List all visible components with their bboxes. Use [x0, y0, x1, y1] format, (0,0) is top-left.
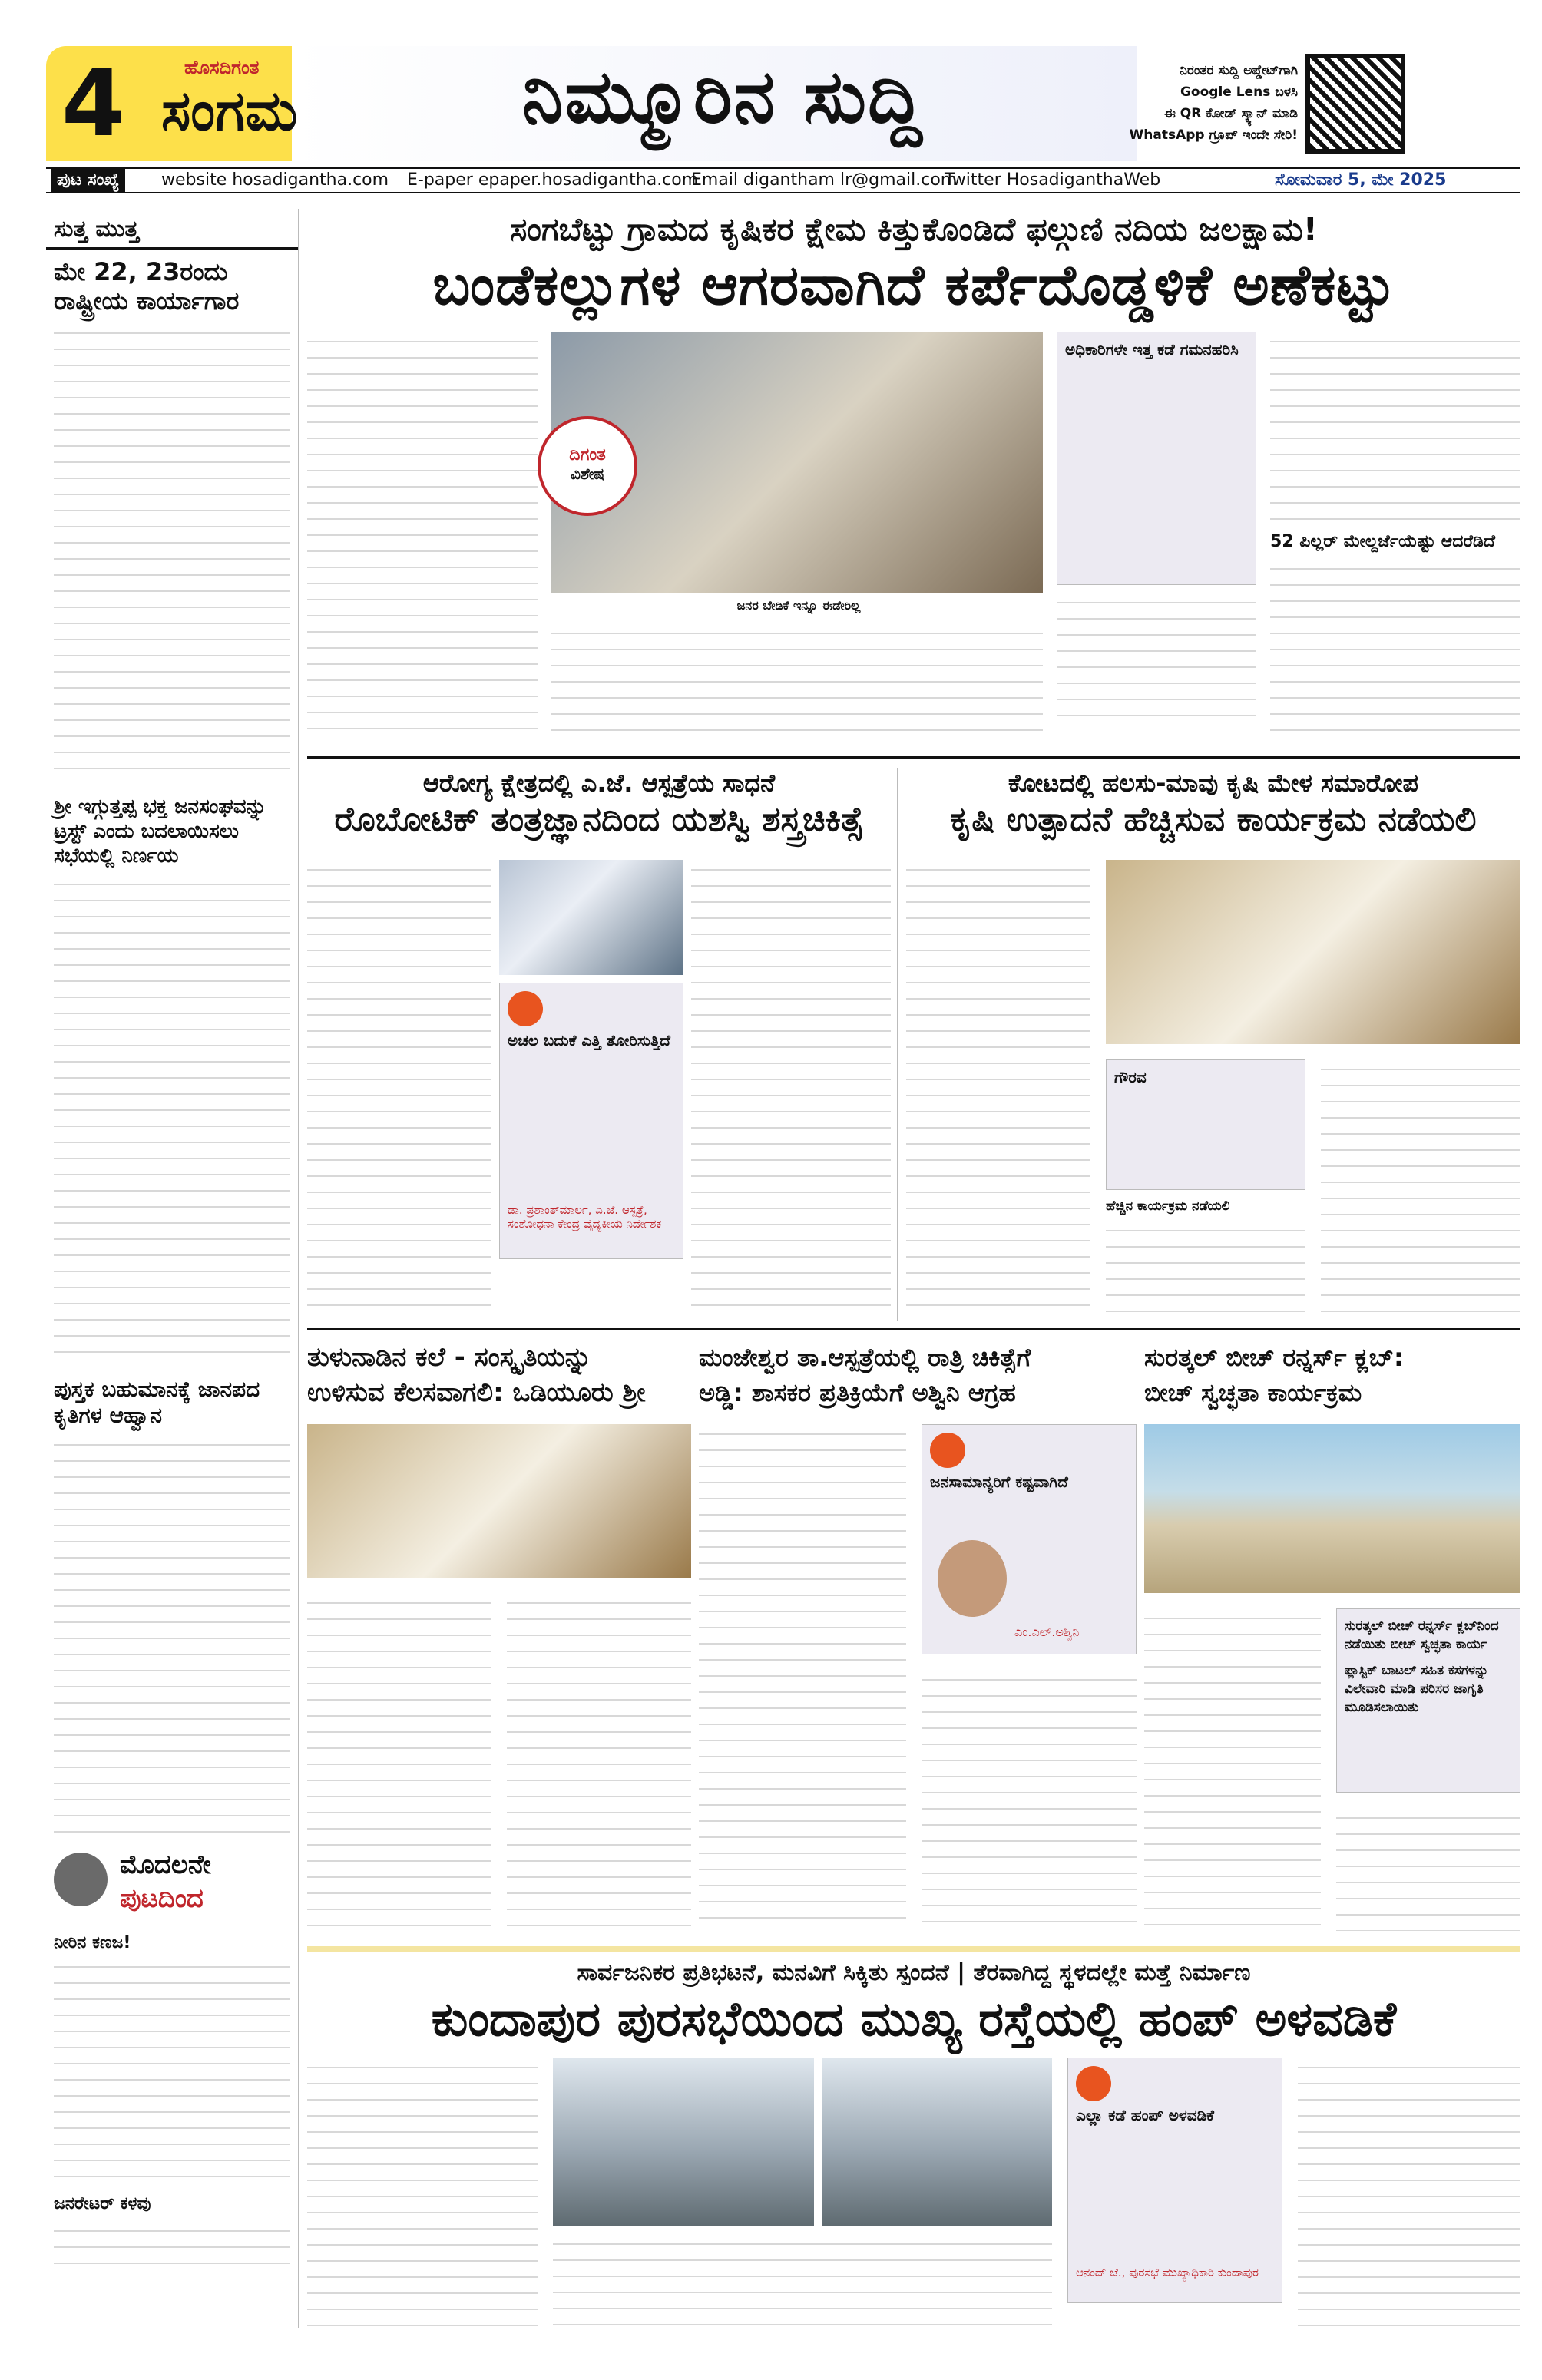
first-page-label-1: ಮೊದಲನೇ	[120, 1849, 211, 1880]
story-tulunadu-h1: ತುಳುನಾಡಿನ ಕಲೆ - ಸಂಸ್ಕೃತಿಯನ್ನು	[307, 1342, 592, 1373]
top-story-headline: ಬಂಡೆಕಲ್ಲುಗಳ ಆಗರವಾಗಿದೆ ಕರ್ಪೆದೊಡ್ಡಳಿಕೆ ಅಣೆಕಟ್ಟು	[432, 253, 1395, 317]
left-headline-3: ಪುಸ್ತಕ ಬಹುಮಾನಕ್ಕೆ ಜಾನಪದ ಕೃತಿಗಳ ಆಹ್ವಾನ	[54, 1377, 260, 1428]
story-beach-h1: ಸುರತ್ಕಲ್ ಬೀಚ್ ರನ್ನರ್ಸ್ ಕ್ಲಬ್:	[1144, 1343, 1404, 1372]
left-headline-2: ಶ್ರೀ ಇಗ್ಗುತ್ತಪ್ಪ ಭಕ್ತ ಜನಸಂಘವನ್ನು ಟ್ರಸ್ಟ್ ಎಂದು ಬದಲಾಯಿಸಲು ಸಭೆಯಲ್ಲಿ ನಿರ್ಣಯ	[54, 795, 266, 868]
qr-line-2: Google Lens ಬಳಸಿ	[1180, 84, 1298, 100]
story-manjeshwar	[699, 1340, 1137, 1939]
quote-icon-3	[1076, 2066, 1111, 2101]
digantha-special-badge	[538, 416, 637, 516]
story-kundapura-col-1	[307, 2058, 538, 2334]
story-tulunadu-col-1	[307, 1593, 491, 1931]
section-title: ನಿಮ್ಮೂರಿನ ಸುದ್ದಿ	[522, 54, 924, 140]
top-story-col-1	[307, 332, 538, 731]
top-story-col-3	[1057, 593, 1256, 731]
story-beach-col-2	[1336, 1808, 1520, 1931]
story-robotic-headline: ರೊಬೋಟಿಕ್ ತಂತ್ರಜ್ಞಾನದಿಂದ ಯಶಸ್ವಿ ಶಸ್ತ್ರಚಿಕಿತ್ಸೆ	[334, 800, 864, 839]
left-headline-4: ನೀರಿನ ಕಣಜ!	[54, 1933, 131, 1952]
quote-author: ಡಾ. ಪ್ರಶಾಂತ್‌ಮಾರ್ಲ, ಎ.ಜೆ. ಆಸ್ಪತ್ರೆ, ಸಂಶೋಧನಾ ಕೇಂದ್ರ ವೈದ್ಯಕೀಯ ನಿರ್ದೇಶಕ	[508, 1203, 662, 1231]
website-link[interactable]: website hosadigantha.com	[161, 170, 389, 190]
brand-name: ಸಂಗಮ	[161, 78, 298, 143]
story-kundapura	[307, 1958, 1520, 2334]
brand-top: ಹೊಸದಿಗಂತ	[184, 57, 260, 78]
honour-box-title: ಗೌರವ	[1114, 1068, 1147, 1086]
story-tulunadu-h2: ಉಳಿಸುವ ಕೆಲಸವಾಗಲಿ: ಒಡಿಯೂರು ಶ್ರೀ	[307, 1377, 646, 1408]
quote-box	[499, 983, 683, 1259]
officials-box-title: ಅಧಿಕಾರಿಗಳೇ ಇತ್ತ ಕಡೆ ಗಮನಹರಿಸಿ	[1065, 340, 1239, 359]
pen-icon	[54, 1853, 108, 1906]
top-story	[307, 209, 1520, 746]
info-bar	[46, 167, 1520, 193]
story-robotic	[307, 768, 891, 1321]
story-beach	[1144, 1340, 1520, 1939]
hump-box-title: ಎಲ್ಲಾ ಕಡೆ ಹಂಪ್ ಅಳವಡಿಕೆ	[1076, 2106, 1214, 2124]
story-krishi-col-3	[1321, 1059, 1520, 1321]
beach-photo	[1144, 1424, 1520, 1593]
road-photo-2	[822, 2058, 1052, 2226]
qr-code-icon[interactable]	[1305, 54, 1405, 154]
story-kundapura-kicker: ಸಾರ್ವಜನಿಕರ ಪ್ರತಿಭಟನೆ, ಮನವಿಗೆ ಸಿಕ್ಕಿತು ಸ್ಪಂದನೆ | ತೆರವಾಗಿದ್ದ ಸ್ಥಳದಲ್ಲೇ ಮತ್ತೆ ನಿರ್ಮಾಣ	[577, 1959, 1251, 1986]
story-krishi-col-1	[906, 860, 1090, 1321]
tulunadu-photo	[307, 1424, 691, 1578]
divider-2	[307, 1328, 1520, 1330]
ashwini-box	[922, 1424, 1137, 1654]
hump-box	[1067, 2058, 1282, 2303]
story-manjeshwar-col-1	[699, 1424, 906, 1931]
top-story-col-2	[551, 623, 1043, 731]
divider-1	[307, 756, 1520, 759]
dam-photo-caption: ಜನರ ಬೇಡಿಕೆ ಇನ್ನೂ ಈಡೇರಿಲ್ಲ	[736, 598, 861, 613]
story-kundapura-col-3	[1298, 2058, 1520, 2334]
story-robotic-col-1	[307, 860, 491, 1321]
quote-icon	[508, 991, 543, 1026]
badge-line-2: ವಿಶೇಷ	[570, 464, 605, 483]
quote-title: ಅಚಲ ಬದುಕೆ ಎತ್ತಿ ತೋರಿಸುತ್ತಿದೆ	[508, 1031, 670, 1050]
top-story-subhead: 52 ಪಿಲ್ಲರ್‌ ಮೇಲ್ದರ್ಜೆಯೆಷ್ಟು ಆದರೆಡಿದೆ	[1270, 532, 1495, 551]
hump-box-author: ಆನಂದ್ ಜೆ., ಪುರಸಭೆ ಮುಖ್ಯಾಧಿಕಾರಿ ಕುಂದಾಪುರ	[1076, 2266, 1259, 2279]
story-tulunadu	[307, 1340, 691, 1939]
divider-v1	[897, 768, 898, 1321]
page-number: 4	[61, 51, 126, 157]
top-story-kicker: ಸಂಗಬೆಟ್ಟು ಗ್ರಾಮದ ಕೃಷಿಕರ ಕ್ಷೇಮ ಕಿತ್ತುಕೊಂಡಿದೆ ಫಲ್ಗುಣಿ ನದಿಯ ಜಲಕ್ಷಾಮ!	[510, 210, 1318, 248]
issue-date: ಸೋಮವಾರ 5, ಮೇ 2025	[1275, 170, 1447, 190]
story-kundapura-headline: ಕುಂದಾಪುರ ಪುರಸಭೆಯಿಂದ ಮುಖ್ಯ ರಸ್ತೆಯಲ್ಲಿ ಹಂಪ್ ಅಳವಡಿಕೆ	[431, 1991, 1397, 2047]
qr-line-1: ನಿರಂತರ ಸುದ್ದಿ ಅಪ್ಡೇಟ್‌ಗಾಗಿ	[1180, 63, 1298, 78]
story-krishi-subhead: ಹೆಚ್ಚಿನ ಕಾರ್ಯಕ್ರಮ ನಡೆಯಲಿ	[1106, 1198, 1230, 1214]
badge-line-1: ದಿಗಂತ	[569, 445, 606, 464]
story-robotic-kicker: ಆರೋಗ್ಯ ಕ್ಷೇತ್ರದಲ್ಲಿ ಎ.ಜೆ. ಆಸ್ಪತ್ರೆಯ ಸಾಧನೆ	[422, 769, 776, 798]
left-article-2-text	[54, 874, 290, 1366]
story-krishi-headline: ಕೃಷಿ ಉತ್ಪಾದನೆ ಹೆಚ್ಚಿಸುವ ಕಾರ್ಯಕ್ರಮ ನಡೆಯಲಿ	[950, 800, 1477, 839]
story-beach-col-1	[1144, 1608, 1321, 1931]
top-story-col-4b	[1270, 559, 1520, 731]
story-krishi-kicker: ಕೋಟದಲ್ಲಿ ಹಲಸು-ಮಾವು ಕೃಷಿ ಮೇಳ ಸಮಾರೋಪ	[1008, 769, 1419, 798]
left-section-title: ಸುತ್ತ ಮುತ್ತ	[46, 209, 298, 250]
beach-bullet-1: ಸುರತ್ಕಲ್ ಬೀಚ್ ರನ್ನರ್ಸ್ ಕ್ಲಬ್‌ನಿಂದ ನಡೆಯಿತು ಬೀಚ್ ಸ್ವಚ್ಛತಾ ಕಾರ್ಯ	[1345, 1618, 1499, 1652]
krishi-photo	[1106, 860, 1520, 1044]
story-manjeshwar-h2: ಅಡ್ಡಿ: ಶಾಸಕರ ಪ್ರತಿಕ್ರಿಯೆಗೆ ಅಶ್ವಿನಿ ಆಗ್ರಹ	[699, 1378, 1016, 1407]
ashwini-box-title: ಜನಸಾಮಾನ್ಯರಿಗೆ ಕಷ್ಟವಾಗಿದೆ	[930, 1473, 1068, 1491]
hospital-photo	[499, 860, 683, 975]
left-headline-5: ಜನರೇಟರ್ ಕಳವು	[54, 2194, 151, 2213]
officials-box	[1057, 332, 1256, 585]
story-manjeshwar-h1: ಮಂಜೇಶ್ವರ ತಾ.ಆಸ್ಪತ್ರೆಯಲ್ಲಿ ರಾತ್ರಿ ಚಿಕಿತ್ಸೆಗೆ	[699, 1343, 1031, 1372]
first-page-box	[54, 1845, 290, 1922]
story-manjeshwar-col-2	[922, 1670, 1137, 1931]
ashwini-name: ಎಂ.ಎಲ್.ಅಶ್ವಿನಿ	[1014, 1625, 1080, 1639]
left-column	[46, 209, 299, 2328]
bottom-band	[307, 1946, 1520, 1952]
qr-line-4: WhatsApp ಗ್ರೂಪ್ ಇಂದೇ ಸೇರಿ!	[1129, 127, 1298, 143]
story-beach-h2: ಬೀಚ್ ಸ್ವಚ್ಛತಾ ಕಾರ್ಯಕ್ರಮ	[1144, 1378, 1362, 1407]
quote-icon-2	[930, 1433, 965, 1468]
beach-bullet-2: ಪ್ಲಾಸ್ಟಿಕ್ ಬಾಟಲ್ ಸಹಿತ ಕಸಗಳನ್ನು ವಿಲೇವಾರಿ ಮಾಡಿ ಪರಿಸರ ಜಾಗೃತಿ ಮೂಡಿಸಲಾಯಿತು	[1345, 1663, 1489, 1715]
story-kundapura-col-2	[553, 2234, 1052, 2334]
pages-label: ಪುಟ ಸಂಖ್ಯೆ	[51, 169, 125, 192]
twitter-link[interactable]: Twitter HosadiganthaWeb	[945, 170, 1161, 190]
story-krishi-col-2	[1106, 1221, 1305, 1321]
honour-box	[1106, 1059, 1305, 1190]
first-page-label-2: ಪುಟದಿಂದ	[120, 1883, 204, 1914]
left-article-1-text	[54, 323, 290, 784]
email-link[interactable]: Email digantham lr@gmail.com	[691, 170, 958, 190]
left-article-5-text	[54, 2221, 290, 2267]
story-krishi	[906, 768, 1520, 1321]
epaper-link[interactable]: E-paper epaper.hosadigantha.com	[407, 170, 699, 190]
story-tulunadu-col-2	[507, 1593, 691, 1931]
beach-bullets-box	[1336, 1608, 1520, 1793]
top-story-col-4a	[1270, 332, 1520, 524]
avatar	[938, 1540, 1007, 1617]
left-article-4-text	[54, 1957, 290, 2187]
road-photo-1	[553, 2058, 814, 2226]
qr-text	[1121, 60, 1298, 146]
left-headline-1: ಮೇ 22, 23ರಂದು ರಾಷ್ಟ್ರೀಯ ಕಾರ್ಯಾಗಾರ	[54, 257, 240, 316]
qr-line-3: ಈ QR ಕೋಡ್ ಸ್ಕ್ಯಾನ್ ಮಾಡಿ	[1164, 106, 1298, 121]
story-robotic-col-3	[691, 860, 891, 1321]
left-article-3-text	[54, 1435, 290, 1834]
